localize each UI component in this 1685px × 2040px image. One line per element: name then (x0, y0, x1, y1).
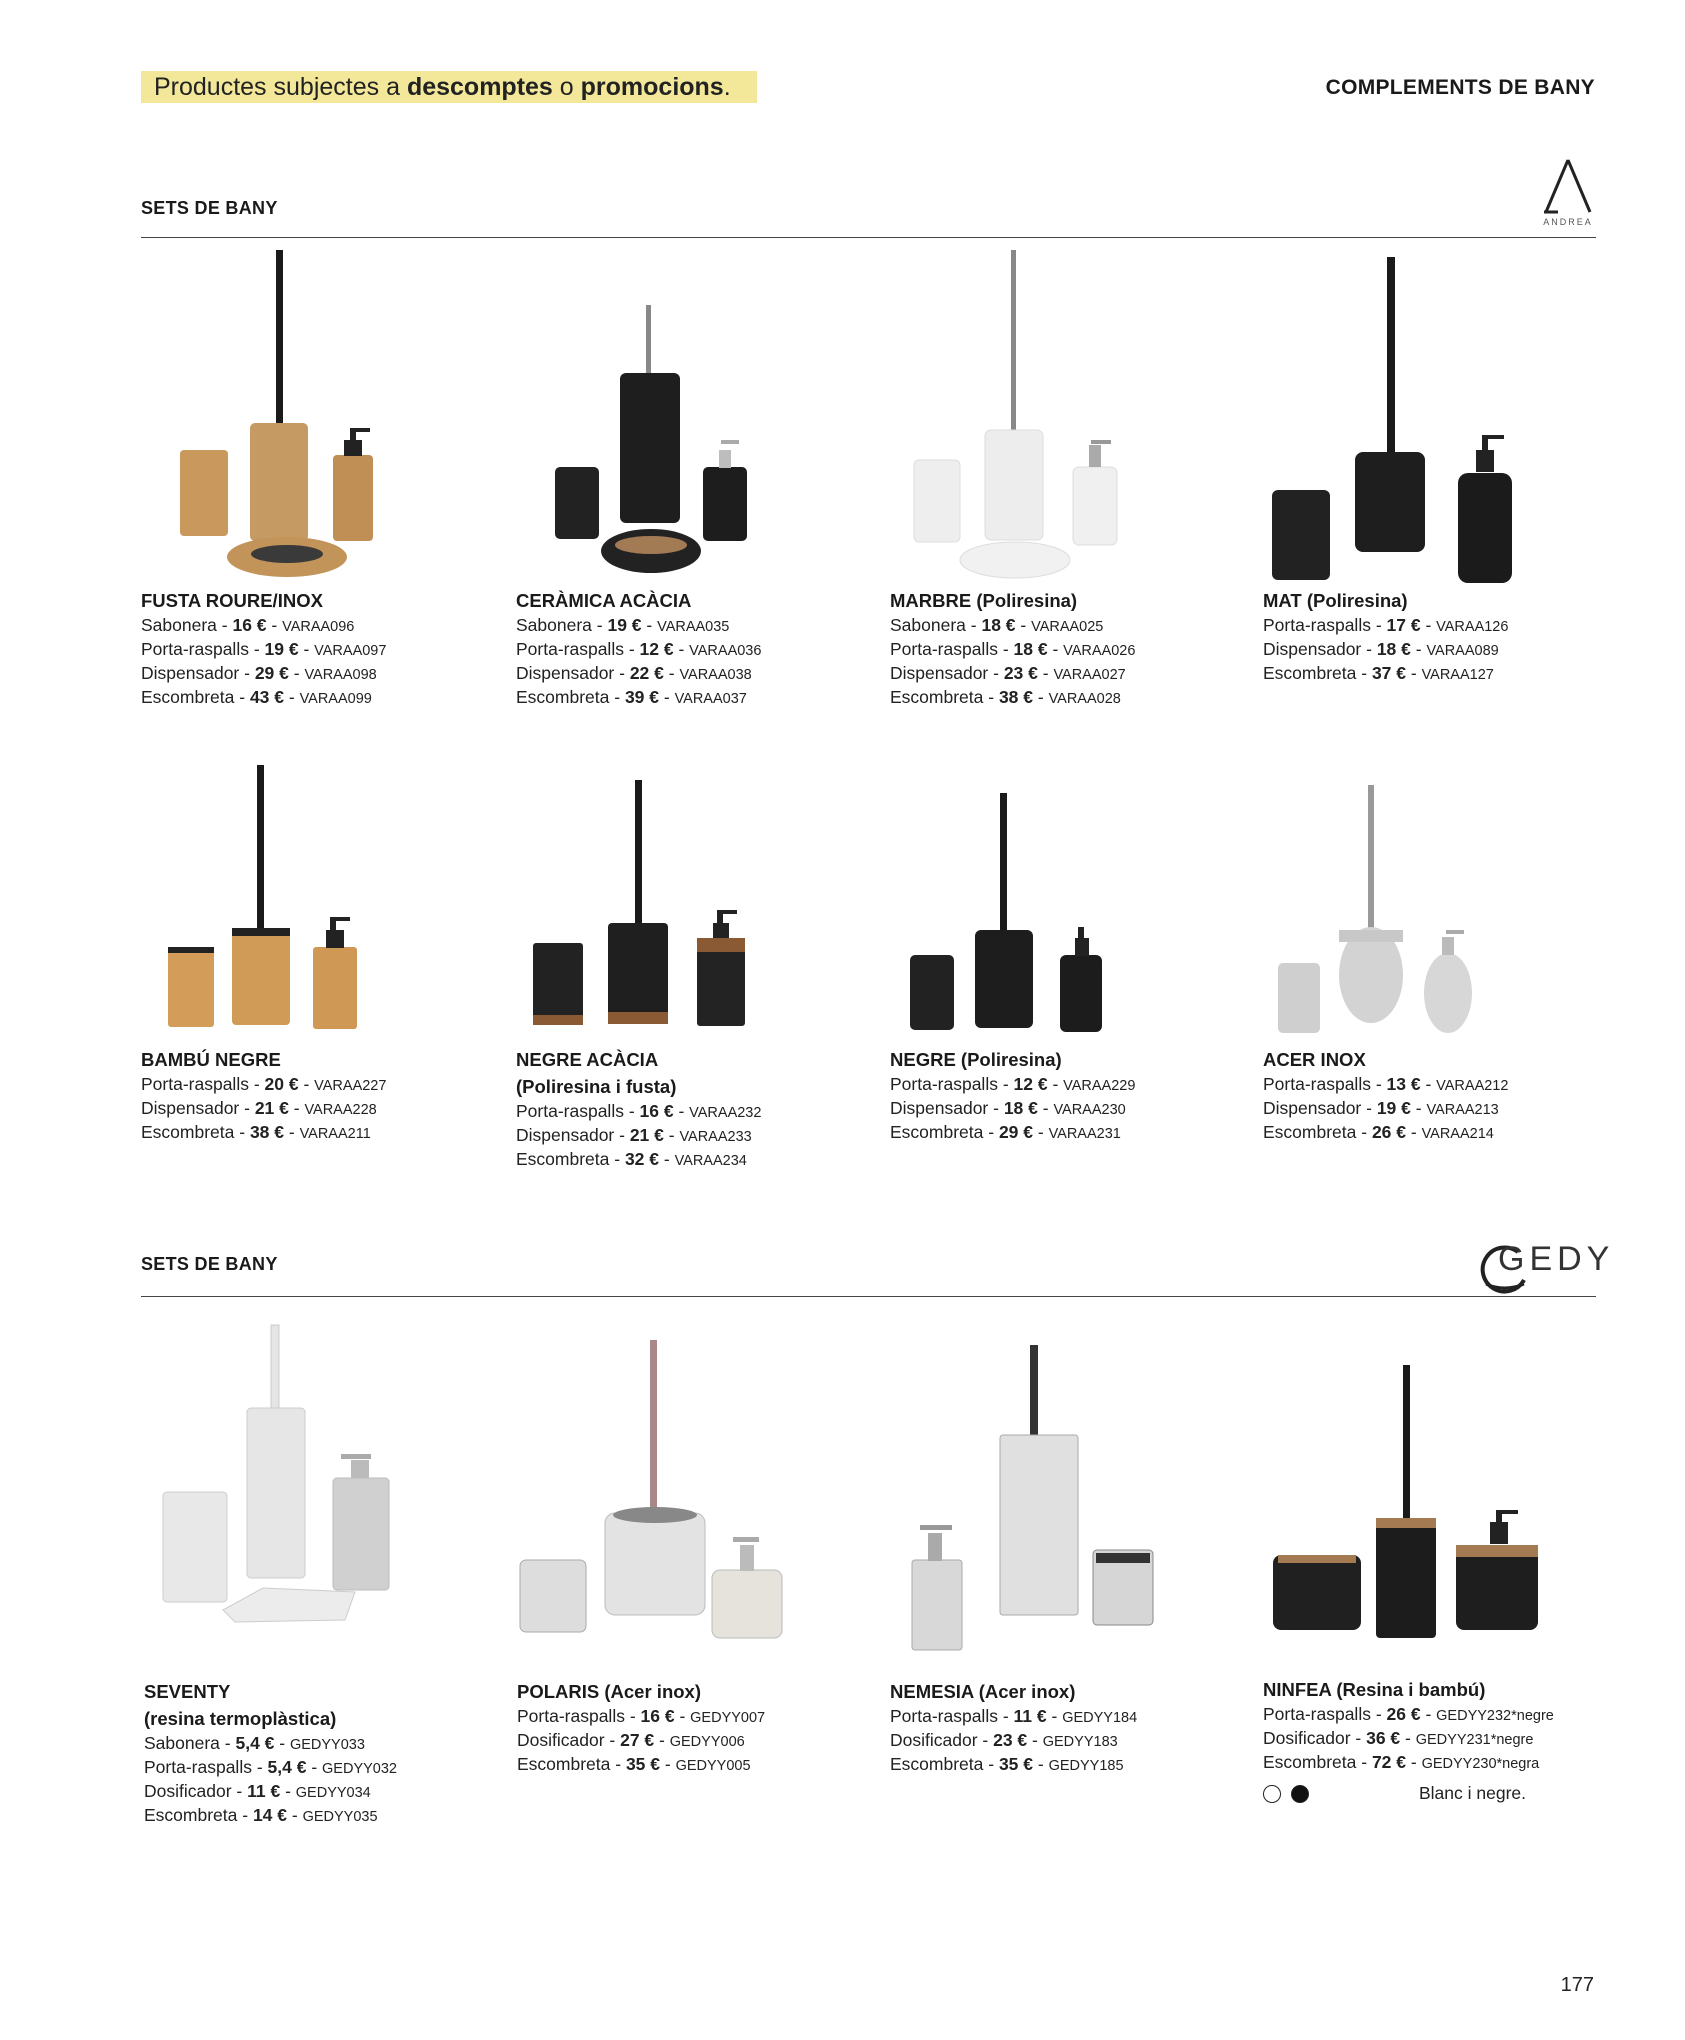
item-code: VARAA098 (304, 667, 377, 683)
product-nemesia (890, 1678, 1240, 1777)
price-line: Escombreta - 26 € - VARAA214 (1263, 1122, 1494, 1142)
item-price: 38 € (249, 1122, 284, 1142)
promo-text: Productes subjectes a (154, 73, 400, 101)
item-code: GEDYY034 (295, 1785, 371, 1801)
item-code: GEDYY231*negre (1415, 1732, 1534, 1748)
item-label: Dispensador (1263, 1098, 1362, 1118)
product-image-acer-inox (1268, 775, 1508, 1045)
item-code: VARAA099 (299, 691, 372, 707)
product-image-negre (895, 775, 1135, 1045)
item-code: VARAA234 (674, 1153, 747, 1169)
item-price: 22 € (629, 663, 664, 683)
price-line: Escombreta - 29 € - VARAA231 (890, 1122, 1121, 1142)
item-price: 17 € (1386, 615, 1421, 635)
item-price: 14 € (252, 1805, 287, 1825)
price-line: Sabonera - 18 € - VARAA025 (890, 615, 1104, 635)
item-code: GEDYY032 (322, 1761, 397, 1777)
product-name: NEGRE ACÀCIA (516, 1049, 659, 1070)
item-price: 5,4 € (235, 1733, 275, 1753)
product-negre-acacia (516, 1046, 866, 1172)
item-price: 35 € (625, 1754, 660, 1774)
item-code: GEDYY183 (1042, 1734, 1118, 1750)
promo-end: . (723, 73, 731, 101)
item-code: VARAA028 (1048, 691, 1121, 707)
item-price: 43 € (249, 687, 284, 707)
item-label: Dispensador (516, 663, 615, 683)
price-line: Porta-raspalls - 19 € - VARAA097 (141, 639, 387, 659)
price-line: Dosificador - 23 € - GEDYY183 (890, 1730, 1118, 1750)
category-title: COMPLEMENTS DE BANY (1325, 76, 1595, 99)
product-negre (890, 1046, 1240, 1145)
promo-banner (141, 71, 757, 103)
price-line: Escombreta - 72 € - GEDYY230*negra (1263, 1752, 1540, 1772)
item-price: 12 € (639, 639, 674, 659)
item-label: Dispensador (141, 663, 240, 683)
price-line: Sabonera - 5,4 € - GEDYY033 (144, 1733, 365, 1753)
item-label: Porta-raspalls (516, 1101, 624, 1121)
item-label: Porta-raspalls (141, 639, 249, 659)
product-image-nemesia (900, 1335, 1170, 1665)
item-label: Porta-raspalls (890, 639, 998, 659)
item-code: VARAA026 (1063, 643, 1136, 659)
item-code: GEDYY005 (675, 1758, 751, 1774)
item-label: Escombreta (517, 1754, 611, 1774)
item-price: 11 € (1013, 1706, 1047, 1726)
price-line: Sabonera - 19 € - VARAA035 (516, 615, 730, 635)
product-marbre (890, 587, 1240, 710)
item-label: Escombreta (1263, 1752, 1357, 1772)
price-line: Dispensador - 19 € - VARAA213 (1263, 1098, 1499, 1118)
item-price: 23 € (1003, 663, 1038, 683)
price-line: Dispensador - 21 € - VARAA233 (516, 1125, 752, 1145)
item-code: VARAA096 (282, 619, 355, 635)
item-label: Sabonera (890, 615, 966, 635)
item-price: 36 € (1366, 1728, 1401, 1748)
item-label: Dosificador (144, 1781, 232, 1801)
item-code: VARAA025 (1031, 619, 1104, 635)
price-line: Escombreta - 38 € - VARAA028 (890, 687, 1121, 707)
item-code: VARAA036 (689, 643, 762, 659)
section-title-gedy: SETS DE BANY (141, 1254, 278, 1274)
product-name: MAT (Poliresina) (1263, 590, 1408, 611)
product-image-mat (1262, 245, 1512, 585)
item-code: VARAA229 (1063, 1078, 1136, 1094)
price-line: Dosificador - 11 € - GEDYY034 (144, 1781, 371, 1801)
white-swatch[interactable] (1263, 1785, 1281, 1803)
item-price: 18 € (1013, 639, 1048, 659)
product-name: SEVENTY (144, 1681, 231, 1702)
item-code: VARAA228 (304, 1102, 377, 1118)
product-subname: (resina termoplàstica) (144, 1708, 337, 1729)
price-line: Dispensador - 23 € - VARAA027 (890, 663, 1126, 683)
item-price: 16 € (640, 1706, 675, 1726)
item-price: 23 € (993, 1730, 1028, 1750)
price-line: Escombreta - 35 € - GEDYY185 (890, 1754, 1124, 1774)
item-label: Escombreta (516, 1149, 610, 1169)
item-label: Porta-raspalls (1263, 615, 1371, 635)
item-price: 12 € (1013, 1074, 1048, 1094)
item-label: Dispensador (890, 1098, 989, 1118)
product-image-ninfea (1268, 1360, 1548, 1660)
item-label: Porta-raspalls (516, 639, 624, 659)
item-price: 29 € (254, 663, 289, 683)
section-divider (141, 1296, 1596, 1297)
item-label: Porta-raspalls (890, 1706, 998, 1726)
andrea-logo-mark (1538, 158, 1598, 214)
item-label: Escombreta (1263, 1122, 1357, 1142)
item-code: VARAA127 (1421, 667, 1494, 683)
item-code: VARAA227 (314, 1078, 387, 1094)
item-code: VARAA212 (1436, 1078, 1509, 1094)
promo-or: o (559, 73, 574, 101)
item-price: 18 € (981, 615, 1016, 635)
item-label: Escombreta (144, 1805, 238, 1825)
price-line: Escombreta - 35 € - GEDYY005 (517, 1754, 751, 1774)
item-code: VARAA097 (314, 643, 387, 659)
product-name: POLARIS (Acer inox) (517, 1681, 701, 1702)
item-label: Dosificador (890, 1730, 978, 1750)
product-name: FUSTA ROURE/INOX (141, 590, 323, 611)
item-label: Dispensador (516, 1125, 615, 1145)
product-name: NINFEA (Resina i bambú) (1263, 1679, 1486, 1700)
item-label: Dispensador (1263, 639, 1362, 659)
price-line: Porta-raspalls - 18 € - VARAA026 (890, 639, 1136, 659)
item-code: VARAA214 (1421, 1126, 1494, 1142)
item-price: 72 € (1371, 1752, 1406, 1772)
item-label: Dispensador (141, 1098, 240, 1118)
item-label: Escombreta (890, 687, 984, 707)
item-price: 19 € (607, 615, 642, 635)
item-code: GEDYY232*negre (1436, 1708, 1554, 1724)
price-line: Dispensador - 18 € - VARAA230 (890, 1098, 1126, 1118)
price-line: Porta-raspalls - 13 € - VARAA212 (1263, 1074, 1509, 1094)
item-label: Sabonera (141, 615, 217, 635)
price-line: Porta-raspalls - 12 € - VARAA036 (516, 639, 762, 659)
item-code: VARAA232 (689, 1105, 762, 1121)
product-ceramica-acacia (516, 587, 866, 710)
section-divider (141, 237, 1596, 238)
price-line: Dispensador - 21 € - VARAA228 (141, 1098, 377, 1118)
promo-discounts: descomptes (406, 73, 553, 101)
product-polaris (517, 1678, 867, 1777)
item-label: Escombreta (1263, 663, 1357, 683)
product-bambu-negre (141, 1046, 491, 1145)
item-code: VARAA027 (1053, 667, 1126, 683)
price-line: Porta-raspalls - 17 € - VARAA126 (1263, 615, 1509, 635)
product-image-polaris (515, 1335, 795, 1665)
item-label: Escombreta (890, 1122, 984, 1142)
item-label: Dosificador (1263, 1728, 1351, 1748)
item-label: Escombreta (890, 1754, 984, 1774)
page-number: 177 (1560, 1974, 1594, 1996)
item-label: Porta-raspalls (517, 1706, 625, 1726)
item-code: GEDYY035 (302, 1809, 378, 1825)
item-label: Dispensador (890, 663, 989, 683)
gedy-logo (1474, 1240, 1615, 1296)
item-code: VARAA233 (679, 1129, 752, 1145)
item-price: 26 € (1371, 1122, 1406, 1142)
product-subname: (Poliresina i fusta) (516, 1076, 677, 1097)
price-line: Dosificador - 36 € - GEDYY231*negre (1263, 1728, 1534, 1748)
price-line: Escombreta - 37 € - VARAA127 (1263, 663, 1494, 683)
product-name: NEGRE (Poliresina) (890, 1049, 1062, 1070)
product-name: ACER INOX (1263, 1049, 1366, 1070)
item-code: VARAA231 (1048, 1126, 1121, 1142)
price-line: Dispensador - 29 € - VARAA098 (141, 663, 377, 683)
item-price: 21 € (254, 1098, 289, 1118)
item-price: 32 € (624, 1149, 659, 1169)
item-label: Escombreta (141, 687, 235, 707)
item-price: 11 € (247, 1781, 281, 1801)
price-line: Porta-raspalls - 16 € - VARAA232 (516, 1101, 762, 1121)
item-code: VARAA035 (657, 619, 730, 635)
swatch-label: Blanc i negre. (1419, 1783, 1527, 1803)
price-line: Porta-raspalls - 11 € - GEDYY184 (890, 1706, 1138, 1726)
item-price: 13 € (1386, 1074, 1421, 1094)
item-price: 21 € (629, 1125, 664, 1145)
item-price: 16 € (639, 1101, 674, 1121)
item-price: 29 € (998, 1122, 1033, 1142)
andrea-logo-text: ANDREA (1543, 217, 1593, 227)
price-line: Dispensador - 18 € - VARAA089 (1263, 639, 1499, 659)
andrea-logo (1538, 158, 1598, 230)
item-price: 19 € (1376, 1098, 1411, 1118)
product-acer-inox (1263, 1046, 1613, 1145)
product-name: BAMBÚ NEGRE (141, 1049, 281, 1070)
item-price: 35 € (998, 1754, 1033, 1774)
color-swatches (1263, 1783, 1613, 1804)
section-title-andrea: SETS DE BANY (141, 198, 278, 218)
price-line: Escombreta - 39 € - VARAA037 (516, 687, 747, 707)
price-line: Dispensador - 22 € - VARAA038 (516, 663, 752, 683)
item-label: Escombreta (141, 1122, 235, 1142)
price-line: Porta-raspalls - 26 € - GEDYY232*negre (1263, 1704, 1554, 1724)
item-label: Dosificador (517, 1730, 605, 1750)
item-code: VARAA211 (299, 1126, 371, 1142)
item-price: 38 € (998, 687, 1033, 707)
item-code: VARAA213 (1426, 1102, 1499, 1118)
product-image-negre-acacia (525, 760, 765, 1050)
product-ninfea (1263, 1676, 1613, 1804)
item-price: 18 € (1003, 1098, 1038, 1118)
gedy-logo-text: GEDY (1498, 1240, 1615, 1278)
price-line: Porta-raspalls - 5,4 € - GEDYY032 (144, 1757, 397, 1777)
item-price: 39 € (624, 687, 659, 707)
item-code: VARAA230 (1053, 1102, 1126, 1118)
price-line: Escombreta - 38 € - VARAA211 (141, 1122, 371, 1142)
item-price: 18 € (1376, 639, 1411, 659)
item-code: GEDYY230*negra (1421, 1756, 1540, 1772)
item-code: VARAA037 (674, 691, 747, 707)
item-code: GEDYY185 (1048, 1758, 1124, 1774)
item-label: Porta-raspalls (141, 1074, 249, 1094)
price-line: Porta-raspalls - 12 € - VARAA229 (890, 1074, 1136, 1094)
item-price: 16 € (232, 615, 267, 635)
item-code: VARAA126 (1436, 619, 1509, 635)
item-label: Porta-raspalls (144, 1757, 252, 1777)
item-code: GEDYY006 (669, 1734, 745, 1750)
promo-promotions: promocions (580, 73, 724, 101)
product-name: NEMESIA (Acer inox) (890, 1681, 1076, 1702)
item-label: Porta-raspalls (1263, 1074, 1371, 1094)
item-label: Sabonera (516, 615, 592, 635)
product-fusta-roure (141, 587, 491, 710)
price-line: Sabonera - 16 € - VARAA096 (141, 615, 355, 635)
product-mat (1263, 587, 1613, 686)
price-line: Porta-raspalls - 16 € - GEDYY007 (517, 1706, 766, 1726)
product-image-ceramica-acacia (535, 245, 785, 585)
product-name: MARBRE (Poliresina) (890, 590, 1078, 611)
black-swatch[interactable] (1291, 1785, 1309, 1803)
product-name: CERÀMICA ACÀCIA (516, 590, 692, 611)
item-price: 19 € (264, 639, 299, 659)
product-image-marbre (890, 245, 1140, 585)
product-seventy (144, 1678, 494, 1828)
price-line: Escombreta - 43 € - VARAA099 (141, 687, 372, 707)
item-label: Porta-raspalls (1263, 1704, 1371, 1724)
price-line: Escombreta - 32 € - VARAA234 (516, 1149, 747, 1169)
product-image-seventy (155, 1320, 410, 1660)
item-price: 20 € (264, 1074, 299, 1094)
item-price: 37 € (1371, 663, 1406, 683)
item-price: 5,4 € (267, 1757, 307, 1777)
item-code: GEDYY007 (690, 1710, 766, 1726)
item-price: 27 € (620, 1730, 655, 1750)
item-code: VARAA038 (679, 667, 752, 683)
item-label: Escombreta (516, 687, 610, 707)
item-price: 26 € (1386, 1704, 1421, 1724)
price-line: Porta-raspalls - 20 € - VARAA227 (141, 1074, 387, 1094)
item-code: GEDYY033 (289, 1737, 365, 1753)
item-label: Sabonera (144, 1733, 220, 1753)
price-line: Escombreta - 14 € - GEDYY035 (144, 1805, 378, 1825)
item-code: GEDYY184 (1062, 1710, 1138, 1726)
product-image-bambu-negre (160, 755, 400, 1045)
product-image-fusta-roure (160, 245, 410, 585)
item-code: VARAA089 (1426, 643, 1499, 659)
item-label: Porta-raspalls (890, 1074, 998, 1094)
price-line: Dosificador - 27 € - GEDYY006 (517, 1730, 745, 1750)
